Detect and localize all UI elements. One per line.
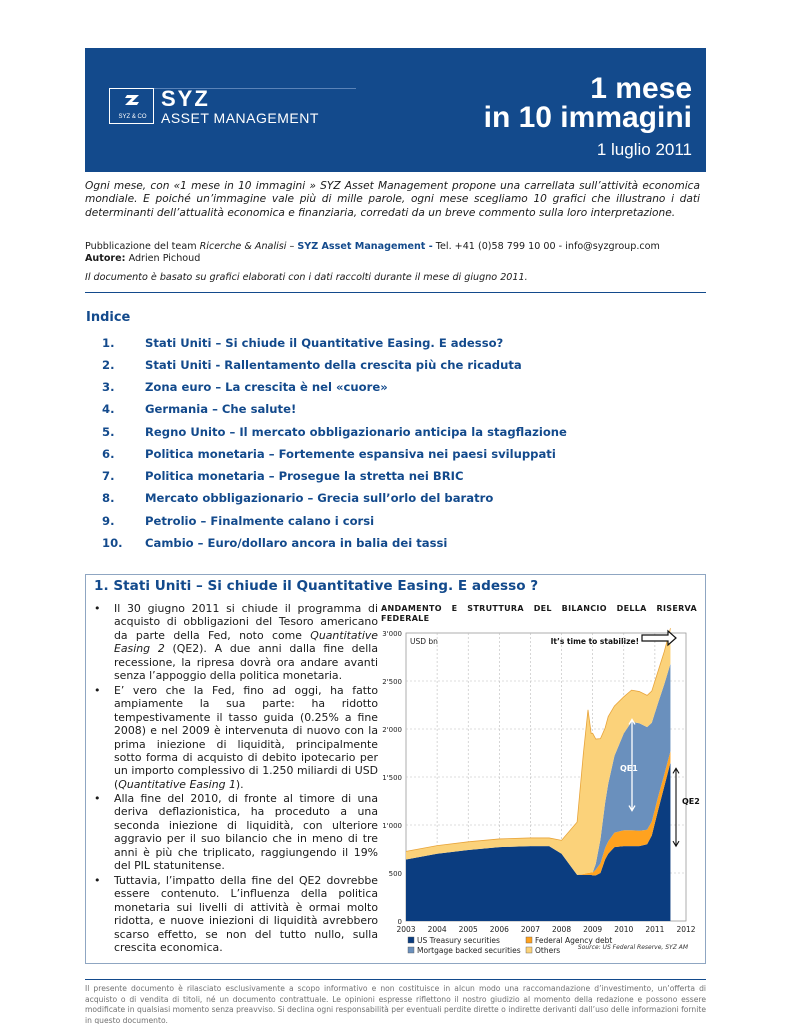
logo-mark xyxy=(109,88,154,124)
x-tick-label: 2012 xyxy=(676,925,696,934)
x-tick-label: 2010 xyxy=(614,925,634,934)
bullet-icon: • xyxy=(94,792,101,805)
legend-entry: Others xyxy=(535,946,561,955)
toc-text: Germania – Che salute! xyxy=(145,402,297,416)
intro-paragraph: Ogni mese, con «1 mese in 10 immagini » SYZ Asset Management propone una carrellata sull’attività economica mondiale. E poiché un’immagine vale più di mille parole, ogni mese scegliamo 10 grafici che illustrano i dati determinanti dell’attualità economica e finanziaria, corredati da un breve commento sulla loro interpretazione. xyxy=(85,180,700,219)
y-tick-label: 1'000 xyxy=(382,822,402,830)
divider-line xyxy=(85,292,706,293)
basis-note: Il documento è basato su grafici elaborati con i dati raccolti durante il mese di giugno 2011. xyxy=(85,272,528,283)
y-tick-label: 500 xyxy=(388,870,402,878)
toc-num: 1. xyxy=(102,336,115,350)
title-line-2: in 10 immagini xyxy=(483,101,692,134)
y-tick-label: 1'500 xyxy=(382,774,402,782)
annotation-text: It’s time to stabilize! xyxy=(550,637,639,646)
bullet-text: Il 30 giugno 2011 si chiude il programma di acquisto di obbligazioni del Tesoro americano da parte della Fed, noto come Quantitative Easing 2 (QE2). A due anni dalla fine della recessione, la ripresa dovrà ora andare avanti senza l’appoggio della politica monetaria. xyxy=(114,602,378,683)
pub-team: Ricerche & Analisi xyxy=(199,241,287,252)
chart-title: ANDAMENTO E STRUTTURA DEL BILANCIO DELLA RISERVA FEDERALE xyxy=(381,604,697,623)
x-tick-label: 2006 xyxy=(489,925,509,934)
toc-text: Stati Uniti – Si chiude il Quantitative Easing. E adesso? xyxy=(145,336,504,350)
x-tick-label: 2003 xyxy=(396,925,416,934)
toc-num: 2. xyxy=(102,358,115,372)
logo-small-text: SYZ & CO xyxy=(118,114,147,120)
bullet-icon: • xyxy=(94,602,101,615)
legend-swatch xyxy=(526,947,532,953)
toc-text: Zona euro – La crescita è nel «cuore» xyxy=(145,380,388,394)
brand-name: SYZ xyxy=(161,86,210,111)
toc-num: 7. xyxy=(102,469,115,483)
qe2-label: QE2 xyxy=(682,796,700,806)
pub-dash: – xyxy=(286,241,298,252)
toc-text: Regno Unito – Il mercato obbligazionario anticipa la stagflazione xyxy=(145,425,567,439)
x-tick-label: 2004 xyxy=(427,925,447,934)
toc-num: 10. xyxy=(102,536,123,550)
publication-date: 1 luglio 2011 xyxy=(596,140,692,159)
y-tick-label: 2'500 xyxy=(382,678,402,686)
toc-num: 5. xyxy=(102,425,115,439)
section-1-box xyxy=(85,574,706,964)
disclaimer: Il presente documento è rilasciato esclusivamente a scopo informativo e non costituisce in alcun modo una raccomandazione d’investimento, un’offerta di acquisto o di vendita di titoli, né un documento contrattuale. Le opinioni espresse riflettono il nostro giudizio al momento della redazione e possono essere modificate in qualsiasi momento senza preavviso. Si declina ogni responsabilità per eventuali perdite dirette o indirette derivanti dall’uso delle informazioni fornite in questo documento. xyxy=(85,984,706,1024)
y-tick-label: 3'000 xyxy=(382,630,402,638)
x-tick-label: 2011 xyxy=(645,925,665,934)
toc-text: Politica monetaria – Fortemente espansiva nei paesi sviluppati xyxy=(145,447,556,461)
footer-divider xyxy=(85,979,706,980)
header-banner xyxy=(85,48,706,172)
y-tick-label: 2'000 xyxy=(382,726,402,734)
toc-text: Petrolio – Finalmente calano i corsi xyxy=(145,514,375,528)
toc-num: 9. xyxy=(102,514,115,528)
fed-balance-chart xyxy=(376,627,702,961)
pub-company: SYZ Asset Management - xyxy=(297,241,433,252)
toc-num: 6. xyxy=(102,447,115,461)
toc-text: Politica monetaria – Prosegue la stretta nei BRIC xyxy=(145,469,464,483)
chart-svg xyxy=(376,627,702,961)
legend-swatch xyxy=(408,937,414,943)
toc-num: 3. xyxy=(102,380,115,394)
title-line-1: 1 mese xyxy=(590,72,692,105)
publication-info xyxy=(85,241,705,265)
qe1-label: QE1 xyxy=(620,764,638,774)
x-tick-label: 2009 xyxy=(583,925,603,934)
x-tick-label: 2005 xyxy=(458,925,478,934)
legend-entry: US Treasury securities xyxy=(417,936,500,945)
chart-source: Source: US Federal Reserve, SYZ AM xyxy=(577,944,688,951)
legend-entry: Mortgage backed securities xyxy=(417,946,521,955)
bullet-text: E’ vero che la Fed, fino ad oggi, ha fatto ampiamente la sua parte: ha ridotto tempestivamente il tasso guida (0.25% a fine 2008) e nel 2009 è intervenuta di nuovo con la prima iniezione di liquidità, principalmente sotto forma di acquisto di debito ipotecario per un importo complessivo di 1.250 miliardi di USD (Quantitative Easing 1). xyxy=(114,684,378,791)
section-title: 1. Stati Uniti – Si chiude il Quantitative Easing. E adesso ? xyxy=(94,578,539,594)
bullet-icon: • xyxy=(94,684,101,697)
index-title: Indice xyxy=(86,310,131,325)
bullet-text: Tuttavia, l’impatto della fine del QE2 dovrebbe essere contenuto. L’influenza della politica monetaria sui livelli di attività è ormai molto ridotta, e nuove iniezioni di liquidità avrebbero scarso effetto, se non del tutto nullo, sulla crescita economica. xyxy=(114,874,378,955)
bullet-icon: • xyxy=(94,874,101,887)
brand-subtitle: ASSET MANAGEMENT xyxy=(161,110,319,126)
legend-swatch xyxy=(408,947,414,953)
toc-text: Stati Uniti - Rallentamento della crescita più che ricaduta xyxy=(145,358,522,372)
toc-num: 4. xyxy=(102,402,115,416)
author-label: Autore: xyxy=(85,253,126,264)
toc-text: Cambio – Euro/dollaro ancora in balia dei tassi xyxy=(145,536,448,550)
toc-text: Mercato obbligazionario – Grecia sull’orlo del baratro xyxy=(145,491,494,505)
bullet-text: Alla fine del 2010, di fronte al timore di una deriva deflazionistica, ha proceduto a una seconda iniezione di liquidità, con ulteriore aggravio per il suo bilancio che in meno di tre anni è più che triplicato, raggiungendo il 19% del PIL statunitense. xyxy=(114,792,378,873)
x-tick-label: 2008 xyxy=(552,925,572,934)
y-tick-label: 0 xyxy=(397,918,402,926)
legend-swatch xyxy=(526,937,532,943)
legend-entry: Federal Agency debt xyxy=(535,936,613,945)
toc-num: 8. xyxy=(102,491,115,505)
pub-prefix: Pubblicazione del team xyxy=(85,241,200,252)
x-tick-label: 2007 xyxy=(520,925,540,934)
unit-label: USD bn xyxy=(410,637,438,646)
pub-contact[interactable]: Tel. +41 (0)58 799 10 00 - info@syzgroup.com xyxy=(432,241,660,252)
author-name: Adrien Pichoud xyxy=(125,253,201,264)
